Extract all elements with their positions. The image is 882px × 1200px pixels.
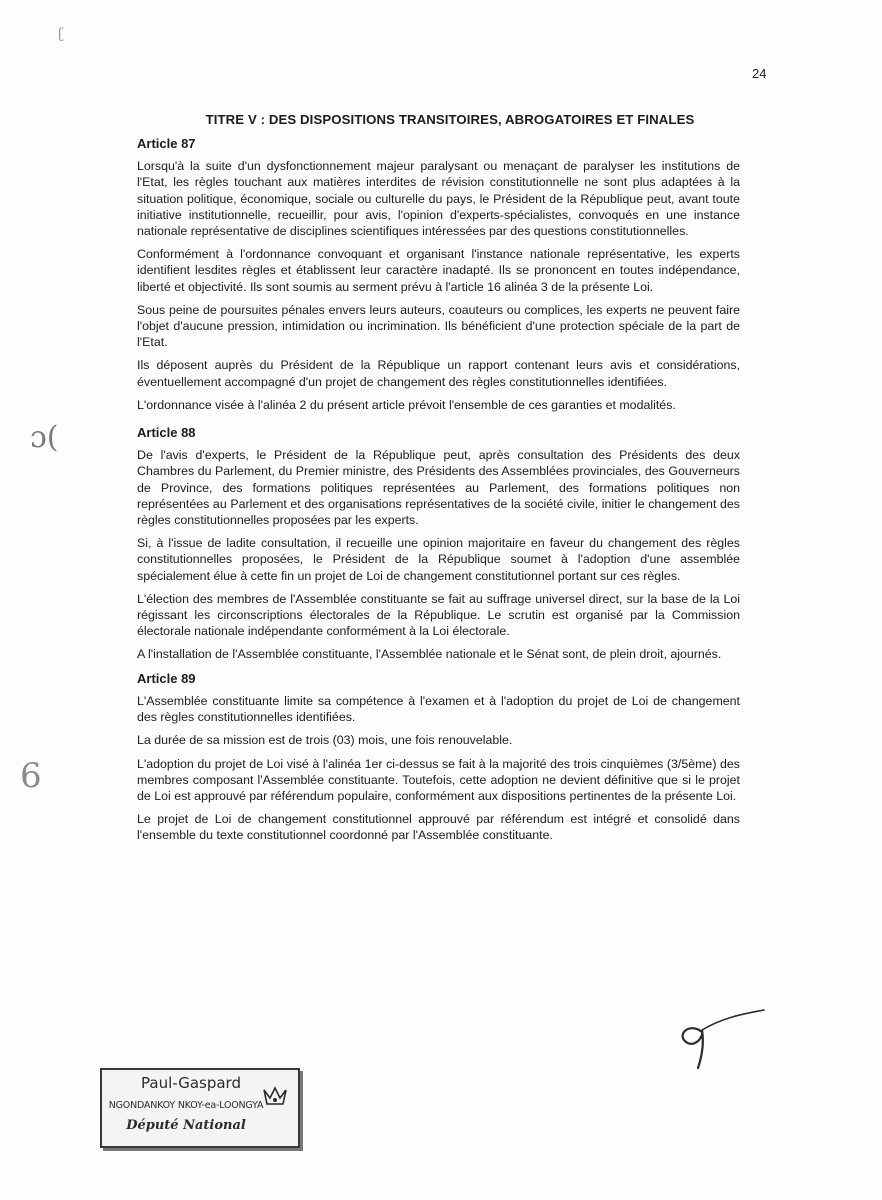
paragraph: L'adoption du projet de Loi visé à l'alinéa 1er ci-dessus se fait à la majorité des trois cinquièmes (3/5ème) des membres composant l'Assemblée constituante. Toutefois, cette adoption ne devient définitive que si le projet de Loi est approuvé par référendum populaire, conformément aux dispositions pertinentes de la présente Loi. [137,756,740,803]
paragraph: La durée de sa mission est de trois (03) mois, une fois renouvelable. [137,733,513,748]
paragraph: De l'avis d'experts, le Président de la République peut, après consultation des Présidents des deux Chambres du Parlement, du Premier ministre, des Présidents des Assemblées provinciales, des Gouverneurs de Province, des formations politiques représentées au Parlement, des formations politiques non représentées au Parlement et des organisations représentatives de la société civile, initier le changement des règles constitutionnelles proposées par les experts. [137,448,740,528]
official-stamp [100,1068,300,1148]
paragraph: Sous peine de poursuites pénales envers leurs auteurs, coauteurs ou complices, les experts ne peuvent faire l'objet d'aucune pression, intimidation ou incrimination. Ils bénéficient d'une protection spéciale de la part de l'Etat. [137,302,740,350]
stamp-role: Député National [126,1118,246,1133]
paragraph: A l'installation de l'Assemblée constituante, l'Assemblée nationale et le Sénat sont, de plein droit, ajournés. [137,647,722,662]
paragraph: L'élection des membres de l'Assemblée constituante se fait au suffrage universel direct, sur la base de la Loi régissant les circonscriptions électorales de la République. Le scrutin est organisé par la Commission électorale nationale indépendante conformément à la Loi électorale. [137,591,740,639]
paragraph: L'ordonnance visée à l'alinéa 2 du présent article prévoit l'ensemble de ces garanties et modalités. [137,397,676,412]
stamp-name: Paul-Gaspard [141,1074,241,1092]
article-heading: Article 88 [137,425,196,441]
emblem-icon [262,1084,288,1110]
section-title: TITRE V : DES DISPOSITIONS TRANSITOIRES, ABROGATOIRES ET FINALES [205,112,695,127]
margin-mark-top: ʗ [58,26,64,42]
page-number: 24 [752,66,767,81]
article-heading: Article 89 [137,670,196,686]
document-body [137,136,740,852]
handwritten-signature [672,1004,772,1074]
margin-mark-middle: ɔ( [30,420,59,455]
paragraph: Le projet de Loi de changement constitutionnel approuvé par référendum est intégré et consolidé dans l'ensemble du texte constitutionnel coordonné par l'Assemblée constituante. [137,812,740,843]
paragraph: Conformément à l'ordonnance convoquant et organisant l'instance nationale représentative, les experts identifient lesdites règles et établissent leur caractère inadapté. Ils se prononcent en toutes indépendance, liberté et objectivité. Ils sont soumis au serment prévu à l'article 16 alinéa 3 de la présente Loi. [137,247,740,294]
margin-mark-lower: 6 [20,756,42,796]
paragraph: L'Assemblée constituante limite sa compétence à l'examen et à l'adoption du projet de Loi de changement des règles constitutionnelles identifiées. [137,693,740,725]
paragraph: Si, à l'issue de ladite consultation, il recueille une opinion majoritaire en faveur du changement des règles constitutionnelles proposées, le Président de la République soumet à l'adoption d'une assemblée spécialement élue à cette fin un projet de Loi de changement constitutionnel portant sur ces règles. [137,536,740,583]
article-87 [137,136,740,413]
article-88 [137,425,740,663]
stamp-surname: NGONDANKOY NKOY-ea-LOONGYA [108,1100,264,1111]
article-heading: Article 87 [137,136,196,151]
paragraph: Lorsqu'à la suite d'un dysfonctionnement majeur paralysant ou menaçant de paralyser les institutions de l'Etat, les règles touchant aux matières interdites de révision constitutionnelle ne sont plus adaptées à la situation politique, économique, sociale ou culturelle du pays, le Président de la République peut, avant toute initiative institutionnelle, recueillir, pour avis, l'opinion d'experts-spécialistes, convoqués en une instance nationale représentative de disciplines scientifiques intéressées par des questions constitutionnelles. [137,159,740,239]
paragraph: Ils déposent auprès du Président de la République un rapport contenant leurs avis et considérations, éventuellement accompagné d'un projet de changement des règles constitutionnelles identifiées. [137,358,740,389]
article-89 [137,671,740,844]
